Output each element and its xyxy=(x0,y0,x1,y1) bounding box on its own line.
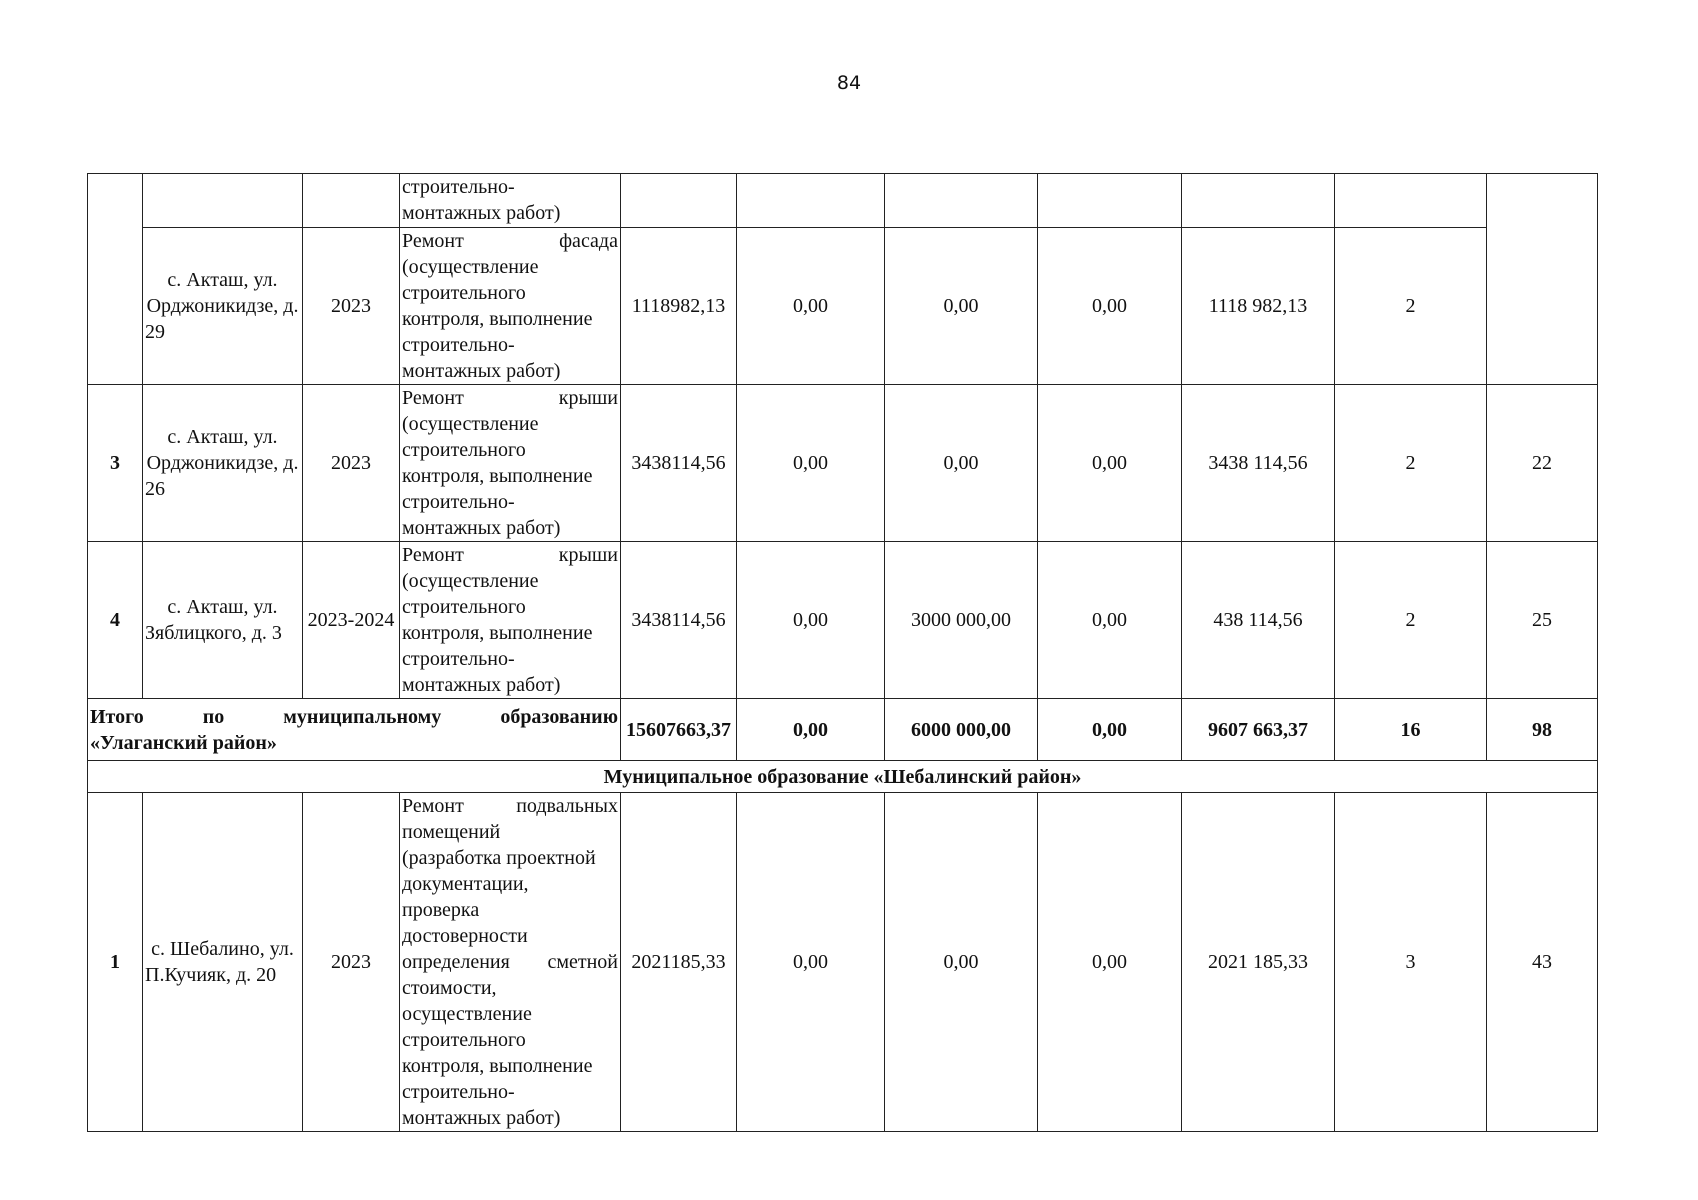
subtotal-row xyxy=(88,699,1598,761)
subtotal-fund-cost: 0,00 xyxy=(737,699,885,761)
address-cell: с. Акташ, ул. Орджоникидзе, д. 26 xyxy=(143,385,303,542)
local-cost xyxy=(1038,174,1182,228)
capital-repair-table xyxy=(87,173,1598,1132)
work-description: Ремонт крыши (осуществление строительного контроля, выполнение строительно- монтажных работ) xyxy=(400,542,621,699)
table-row xyxy=(88,542,1598,699)
fund-cost: 0,00 xyxy=(737,793,885,1132)
years-cell: 2023-2024 xyxy=(303,542,400,699)
area-cell xyxy=(1487,174,1598,385)
owners-cost xyxy=(1182,174,1335,228)
work-description: Ремонт крыши (осуществление строительного контроля, выполнение строительно- монтажных работ) xyxy=(400,385,621,542)
row-number: 1 xyxy=(88,793,143,1132)
row-number: 4 xyxy=(88,542,143,699)
section-title: Муниципальное образование «Шебалинский район» xyxy=(88,761,1598,793)
address-cell: с. Шебалино, ул. П.Кучияк, д. 20 xyxy=(143,793,303,1132)
work-description: Ремонт фасада (осуществление строительного контроля, выполнение строительно- монтажных работ) xyxy=(400,228,621,385)
regional-cost: 0,00 xyxy=(885,385,1038,542)
regional-cost: 0,00 xyxy=(885,793,1038,1132)
area-cell: 43 xyxy=(1487,793,1598,1132)
regional-cost: 3000 000,00 xyxy=(885,542,1038,699)
regional-cost xyxy=(885,174,1038,228)
total-cost: 1118982,13 xyxy=(621,228,737,385)
row-number: 3 xyxy=(88,385,143,542)
table-row xyxy=(88,793,1598,1132)
count-cell xyxy=(1335,174,1487,228)
owners-cost: 438 114,56 xyxy=(1182,542,1335,699)
owners-cost: 3438 114,56 xyxy=(1182,385,1335,542)
owners-cost: 2021 185,33 xyxy=(1182,793,1335,1132)
area-cell: 25 xyxy=(1487,542,1598,699)
local-cost: 0,00 xyxy=(1038,385,1182,542)
address-cell xyxy=(143,174,303,228)
years-cell: 2023 xyxy=(303,385,400,542)
total-cost: 2021185,33 xyxy=(621,793,737,1132)
fund-cost: 0,00 xyxy=(737,542,885,699)
section-header-row xyxy=(88,761,1598,793)
area-cell: 22 xyxy=(1487,385,1598,542)
count-cell: 2 xyxy=(1335,385,1487,542)
fund-cost xyxy=(737,174,885,228)
address-cell: с. Акташ, ул. Орджоникидзе, д. 29 xyxy=(143,228,303,385)
page-number: 84 xyxy=(836,72,862,94)
years-cell: 2023 xyxy=(303,228,400,385)
row-number xyxy=(88,174,143,385)
local-cost: 0,00 xyxy=(1038,793,1182,1132)
count-cell: 2 xyxy=(1335,228,1487,385)
subtotal-area: 98 xyxy=(1487,699,1598,761)
count-cell: 3 xyxy=(1335,793,1487,1132)
years-cell: 2023 xyxy=(303,793,400,1132)
work-description: Ремонт подвальных помещений (разработка проектной документации, проверка достоверности определения сметной стоимости, осуществление строительного контроля, выполнение строительно- монтажных работ) xyxy=(400,793,621,1132)
regional-cost: 0,00 xyxy=(885,228,1038,385)
work-description: строительно- монтажных работ) xyxy=(400,174,621,228)
local-cost: 0,00 xyxy=(1038,542,1182,699)
count-cell: 2 xyxy=(1335,542,1487,699)
fund-cost: 0,00 xyxy=(737,228,885,385)
subtotal-count: 16 xyxy=(1335,699,1487,761)
years-cell xyxy=(303,174,400,228)
table-row xyxy=(88,174,1598,228)
subtotal-owners-cost: 9607 663,37 xyxy=(1182,699,1335,761)
subtotal-regional-cost: 6000 000,00 xyxy=(885,699,1038,761)
subtotal-label: Итого по муниципальному образованию «Улаганский район» xyxy=(88,699,621,761)
address-cell: с. Акташ, ул. Зяблицкого, д. 3 xyxy=(143,542,303,699)
total-cost xyxy=(621,174,737,228)
table-row xyxy=(88,385,1598,542)
table-row xyxy=(88,228,1598,385)
fund-cost: 0,00 xyxy=(737,385,885,542)
subtotal-local-cost: 0,00 xyxy=(1038,699,1182,761)
total-cost: 3438114,56 xyxy=(621,542,737,699)
total-cost: 3438114,56 xyxy=(621,385,737,542)
owners-cost: 1118 982,13 xyxy=(1182,228,1335,385)
subtotal-total-cost: 15607663,37 xyxy=(621,699,737,761)
local-cost: 0,00 xyxy=(1038,228,1182,385)
